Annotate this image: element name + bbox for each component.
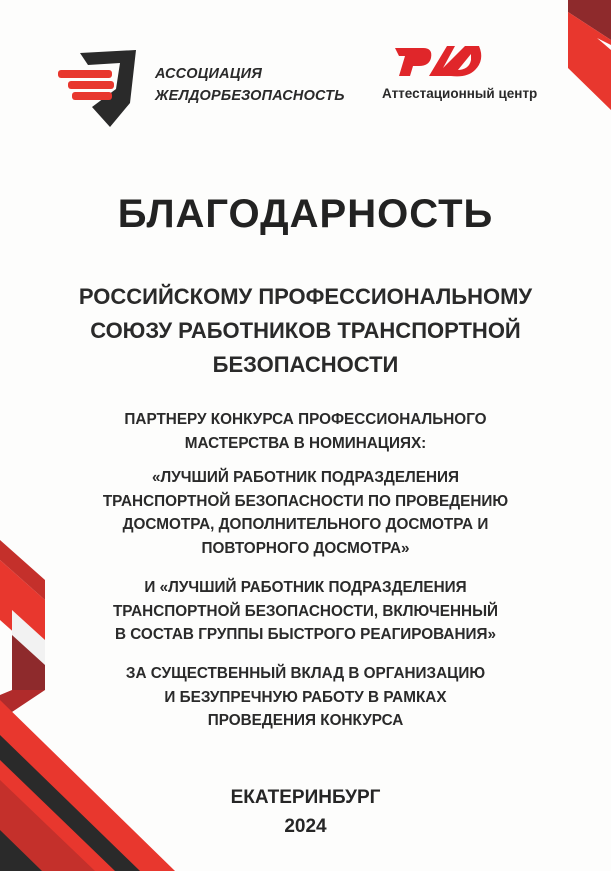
association-logo-text: [155, 63, 345, 107]
place-and-year: [0, 783, 611, 841]
text-line: ДОСМОТРА, ДОПОЛНИТЕЛЬНОГО ДОСМОТРА И: [122, 516, 489, 533]
text-line: ПОВТОРНОГО ДОСМОТРА»: [201, 539, 410, 557]
paragraph-nomination-2: [0, 576, 611, 647]
text-line: И «ЛУЧШИЙ РАБОТНИК ПОДРАЗДЕЛЕНИЯ: [144, 579, 467, 596]
paragraph-contribution: [0, 662, 611, 733]
logo-line: АССОЦИАЦИЯ: [155, 66, 263, 82]
city: ЕКАТЕРИНБУРГ: [230, 787, 381, 808]
rzd-subtitle: Аттестационный центр: [382, 86, 538, 101]
recipient-line: БЕЗОПАСНОСТИ: [212, 352, 399, 377]
text-line: ЗА СУЩЕСТВЕННЫЙ ВКЛАД В ОРГАНИЗАЦИЮ: [125, 665, 486, 682]
year: 2024: [284, 816, 327, 837]
text-line: И БЕЗУПРЕЧНУЮ РАБОТУ В РАМКАХ: [164, 688, 447, 706]
text-line: МАСТЕРСТВА В НОМИНАЦИЯХ:: [184, 434, 427, 452]
text-line: «ЛУЧШИЙ РАБОТНИК ПОДРАЗДЕЛЕНИЯ: [151, 469, 460, 486]
text-line: В СОСТАВ ГРУППЫ БЫСТРОГО РЕАГИРОВАНИЯ»: [114, 626, 497, 643]
paragraph-nomination-1: [0, 466, 611, 560]
recipient-name: [0, 280, 611, 382]
paragraph-partner: [0, 408, 611, 455]
text-line: ТРАНСПОРТНОЙ БЕЗОПАСНОСТИ, ВКЛЮЧЕННЫЙ: [112, 602, 499, 620]
document-title: БЛАГОДАРНОСТЬ: [117, 192, 494, 236]
text-line: ПРОВЕДЕНИЯ КОНКУРСА: [207, 712, 404, 729]
association-shield-logo: [58, 45, 148, 135]
recipient-line: СОЮЗУ РАБОТНИКОВ ТРАНСПОРТНОЙ: [90, 318, 521, 343]
rzd-logo: [395, 40, 485, 80]
text-line: ПАРТНЕРУ КОНКУРСА ПРОФЕССИОНАЛЬНОГО: [124, 411, 487, 428]
text-line: ТРАНСПОРТНОЙ БЕЗОПАСНОСТИ ПО ПРОВЕДЕНИЮ: [102, 492, 509, 510]
recipient-line: РОССИЙСКОМУ ПРОФЕССИОНАЛЬНОМУ: [78, 284, 533, 309]
corner-decoration-top-right: [560, 0, 611, 120]
logo-line: ЖЕЛДОРБЕЗОПАСНОСТЬ: [155, 88, 345, 104]
